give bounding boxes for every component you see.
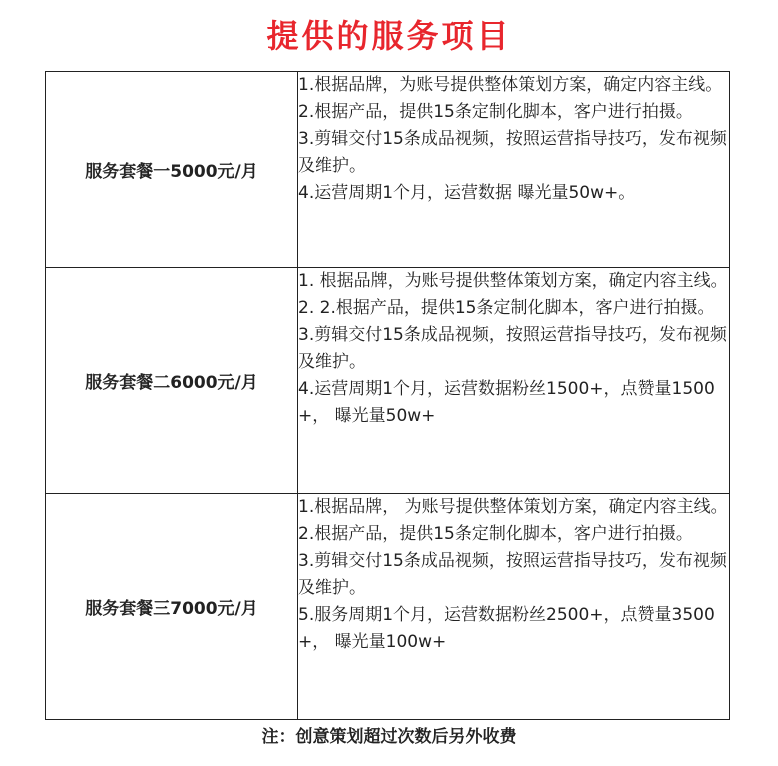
plan-row <box>46 268 730 494</box>
plan-name: 服务套餐三7000元/月 <box>46 494 298 720</box>
plan-row <box>46 494 730 720</box>
plan-item: 1.根据品牌，为账号提供整体策划方案，确定内容主线。 <box>298 75 723 95</box>
plan-item: 2. 2.根据产品，提供15条定制化脚本，客户进行拍摄。 <box>298 298 715 318</box>
plan-description <box>298 72 730 268</box>
footnote: 注：创意策划超过次数后另外收费 <box>261 727 517 747</box>
plan-item: 2.根据产品，提供15条定制化脚本，客户进行拍摄。 <box>298 102 693 122</box>
plan-item: 4.运营周期1个月，运营数据粉丝1500+，点赞量1500+， 曝光量50w+ <box>298 379 715 426</box>
plan-description <box>298 268 730 494</box>
plan-item: 3.剪辑交付15条成品视频，按照运营指导技巧，发布视频及维护。 <box>298 129 727 176</box>
plan-item: 1. 根据品牌，为账号提供整体策划方案，确定内容主线。 <box>298 271 728 291</box>
plan-row <box>46 72 730 268</box>
service-plans-table <box>45 71 730 720</box>
plan-name: 服务套餐一5000元/月 <box>46 72 298 268</box>
plan-name: 服务套餐二6000元/月 <box>46 268 298 494</box>
page-title: 提供的服务项目 <box>266 17 512 55</box>
plan-item: 2.根据产品，提供15条定制化脚本，客户进行拍摄。 <box>298 524 693 544</box>
plan-description <box>298 494 730 720</box>
plan-item: 3.剪辑交付15条成品视频，按照运营指导技巧，发布视频及维护。 <box>298 551 727 598</box>
plan-item: 3.剪辑交付15条成品视频，按照运营指导技巧，发布视频及维护。 <box>298 325 727 372</box>
plan-item: 1.根据品牌， 为账号提供整体策划方案，确定内容主线。 <box>298 497 728 517</box>
plan-item: 5.服务周期1个月，运营数据粉丝2500+，点赞量3500+， 曝光量100w+ <box>298 605 715 652</box>
plan-item: 4.运营周期1个月，运营数据 曝光量50w+。 <box>298 183 636 203</box>
